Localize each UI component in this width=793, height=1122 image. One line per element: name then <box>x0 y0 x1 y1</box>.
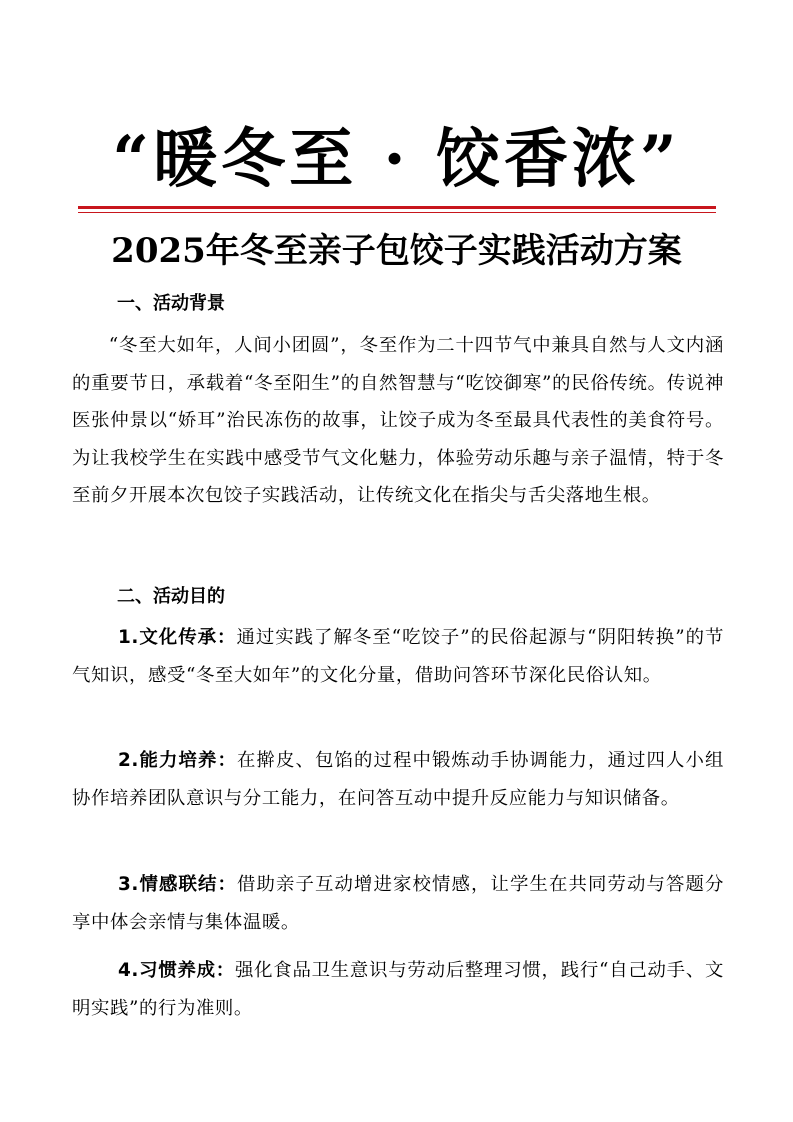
purpose-item-ability <box>72 742 724 817</box>
purpose-item-text: 在擀皮、包馅的过程中锻炼动手协调能力，通过四人小组协作培养团队意识与分工能力，在问答互动中提升反应能力与知识储备。 <box>72 750 724 809</box>
purpose-item-text: 通过实践了解冬至“吃饺子”的民俗起源与“阴阳转换”的节气知识，感受“冬至大如年”的文化分量，借助问答环节深化民俗认知。 <box>72 627 725 686</box>
purpose-item-text: 借助亲子互动增进家校情感，让学生在共同劳动与答题分享中体会亲情与集体温暖。 <box>72 874 724 933</box>
purpose-item-habit <box>72 952 724 1027</box>
purpose-item-emotion <box>72 866 724 941</box>
document-subtitle: 2025年冬至亲子包饺子实践活动方案 <box>111 231 682 271</box>
purpose-item-culture <box>72 619 724 694</box>
section-heading-background: 一、活动背景 <box>117 293 225 314</box>
purpose-item-label: 3.情感联结： <box>118 874 237 895</box>
title-divider-thick <box>78 206 716 209</box>
purpose-item-label: 4.习惯养成： <box>118 960 235 981</box>
section-heading-purpose: 二、活动目的 <box>117 586 225 607</box>
purpose-item-label: 2.能力培养： <box>118 750 237 771</box>
purpose-item-text: 强化食品卫生意识与劳动后整理习惯，践行“自己动手、文明实践”的行为准则。 <box>72 960 724 1019</box>
background-paragraph: “冬至大如年，人间小团圆”，冬至作为二十四节气中兼具自然与人文内涵的重要节日，承载着“冬至阳生”的自然智慧与“吃饺御寒”的民俗传统。传说神医张仲景以“娇耳”治民冻伤的故事，让饺子成为冬至最具代表性的美食符号。为让我校学生在实践中感受节气文化魅力，体验劳动乐趣与亲子温情，特于冬至前夕开展本次包饺子实践活动，让传统文化在指尖与舌尖落地生根。 <box>72 335 724 506</box>
document-title: “暖冬至 · 饺香浓” <box>112 122 681 197</box>
title-divider-thin <box>78 212 716 213</box>
purpose-item-label: 1.文化传承： <box>118 627 237 648</box>
